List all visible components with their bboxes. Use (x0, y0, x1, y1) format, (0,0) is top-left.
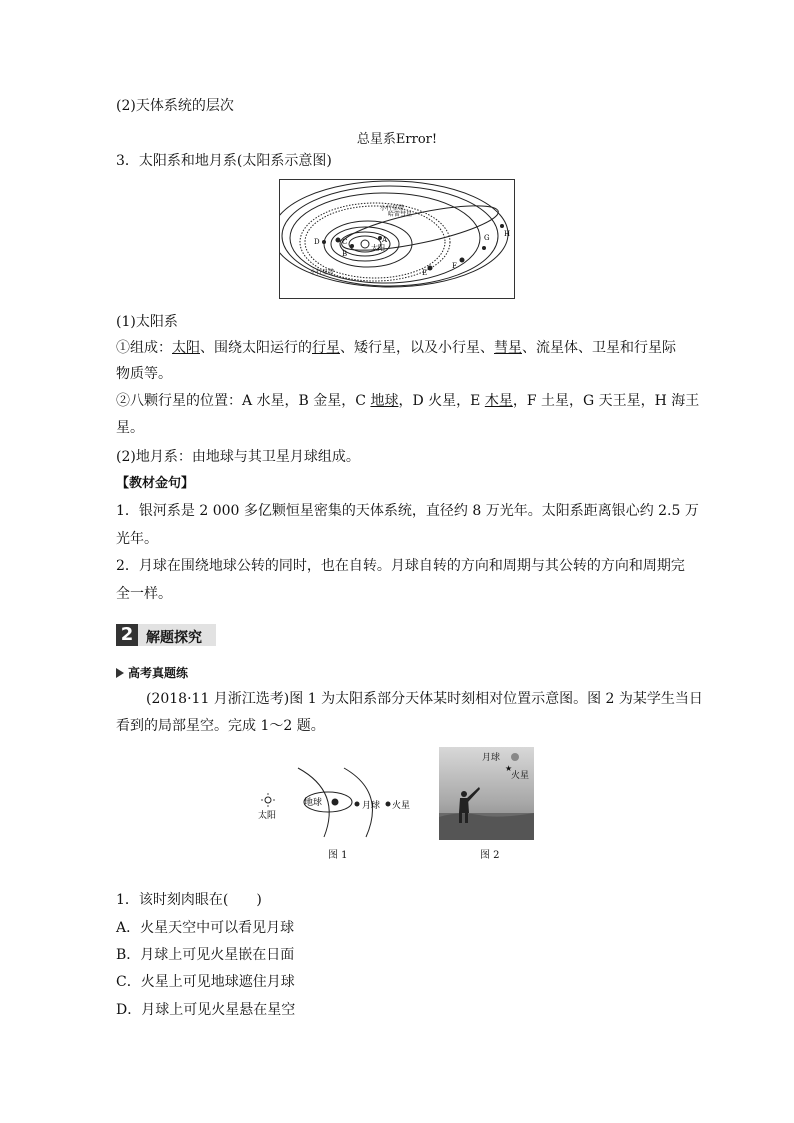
label-c: C (342, 238, 348, 246)
option-c: C．火星上可见地球遮住月球 (116, 974, 295, 990)
play-icon (116, 668, 124, 678)
intro-line1: (2018·11 月浙江选考)图 1 为太阳系部分天体某时刻相对位置示意图。图 2 为某学生当日 (146, 691, 703, 707)
composition-line1: ①组成：太阳、围绕太阳运行的行星、矮行星，以及小行星、彗星、流星体、卫星和行星际 (116, 340, 676, 356)
sun-label: 太阳 (371, 244, 385, 252)
label-e: E (422, 269, 428, 277)
label-a: A (382, 236, 388, 244)
figure-2-photo (439, 747, 534, 840)
intro-line2: 看到的局部星空。完成 1～2 题。 (116, 718, 325, 734)
star-icon: ★ (505, 764, 513, 773)
term-comets: 彗星 (494, 340, 522, 356)
hierarchy-formula: 总星系Error! (356, 132, 438, 147)
fig2-caption: 图 2 (480, 850, 500, 861)
question-text: 1．该时刻肉眼在( ) (116, 892, 262, 908)
solar-system-title: (1)太阳系 (116, 314, 178, 330)
golden1-line1: 1．银河系是 2 000 多亿颗恒星密集的天体系统，直径约 8 万光年。太阳系距离银心约 2.5 万 (116, 503, 699, 519)
label-g: G (484, 234, 490, 242)
figure-2-svg (439, 747, 534, 840)
practice-title: 高考真题练 (116, 664, 188, 681)
term-sun: 太阳 (172, 340, 200, 356)
fig2-mars-label: 火星 (511, 771, 530, 781)
golden-title: 【教材金句】 (116, 476, 195, 491)
fig1-earth-label: 地球 (304, 798, 323, 808)
section3-title: 3．太阳系和地月系(太阳系示意图) (116, 153, 332, 169)
label-b: B (342, 250, 348, 258)
fig1-moon-label: 月球 (362, 801, 381, 811)
asteroid-belt-bottom: 小行星带 (310, 269, 335, 276)
golden1-line2: 光年。 (116, 531, 158, 547)
asteroid-belt-top: 小行星带 (380, 205, 405, 212)
solar-system-svg (280, 180, 514, 298)
fig1-caption: 图 1 (328, 850, 348, 861)
earth-moon-system: (2)地月系：由地球与其卫星月球组成。 (116, 449, 360, 465)
fig2-moon-label: 月球 (482, 753, 501, 763)
positions-line1: ②八颗行星的位置：A 水星，B 金星，C 地球，D 火星，E 木星，F 土星，G 天王星，H 海王 (116, 393, 700, 409)
term-planets: 行星 (312, 340, 340, 356)
label-f: F (452, 262, 457, 270)
solar-system-diagram (279, 179, 515, 299)
option-d: D．月球上可见火星悬在星空 (116, 1002, 296, 1018)
label-h: H (504, 230, 511, 238)
figure-1-svg (254, 762, 424, 842)
golden2-line1: 2．月球在围绕地球公转的同时，也在自转。月球自转的方向和周期与其公转的方向和周期完 (116, 558, 685, 574)
option-b: B．月球上可见火星嵌在日面 (116, 947, 295, 963)
composition-line2: 物质等。 (116, 366, 172, 382)
section-title: 解题探究 (146, 630, 202, 646)
term-earth: 地球 (370, 393, 399, 409)
label-d: D (314, 238, 320, 246)
heading-hierarchy: (2)天体系统的层次 (116, 98, 234, 114)
positions-line2: 星。 (116, 420, 144, 436)
option-a: A．火星天空中可以看见月球 (116, 920, 295, 936)
comet-label: 哈雷彗星 (388, 211, 413, 218)
term-jupiter: 木星 (484, 393, 513, 409)
fig1-mars-label: 火星 (392, 801, 411, 811)
golden2-line2: 全一样。 (116, 586, 172, 602)
fig1-sun-label: 太阳 (258, 811, 277, 821)
figure-1 (254, 762, 424, 842)
section-number: 2 (120, 624, 134, 645)
